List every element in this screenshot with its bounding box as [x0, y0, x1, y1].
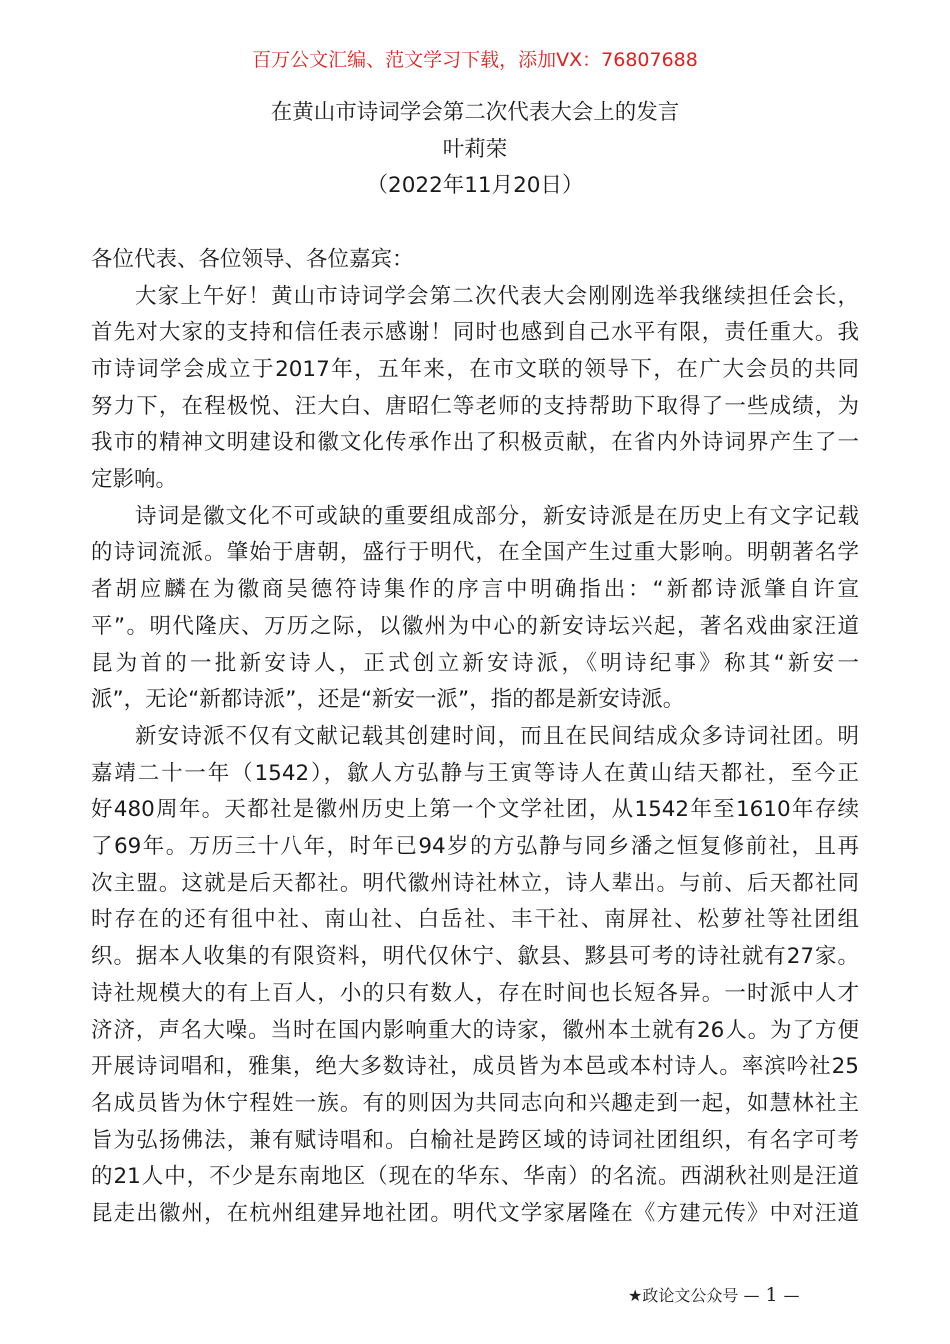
paragraph-line: 定影响。	[91, 467, 178, 493]
paragraphs	[91, 279, 859, 1233]
paragraph-line: 昆走出徽州，在杭州组建异地社团。明代文学家屠隆在《方建元传》中对汪道	[91, 1201, 859, 1227]
paragraph-line: 的诗词流派。肇始于唐朝，盛行于明代，在全国产生过重大影响。明朝著名学	[91, 540, 859, 566]
document-title: 在黄山市诗词学会第二次代表大会上的发言	[270, 100, 680, 125]
document-body	[91, 95, 859, 1233]
paragraph-line: 诗词是徽文化不可或缺的重要组成部分，新安诗派是在历史上有文字记载	[135, 503, 859, 529]
paragraph-line: 嘉靖二十一年（1542），歙人方弘静与王寅等诗人在黄山结天都社，至今正	[91, 760, 859, 786]
paragraph-line: 好480周年。天都社是徽州历史上第一个文学社团，从1542年至1610年存续	[91, 797, 859, 823]
paragraph-line: 织。据本人收集的有限资料，明代仅休宁、歙县、黟县可考的诗社就有27家。	[91, 944, 859, 970]
paragraph-line: 开展诗词唱和，雅集，绝大多数诗社，成员皆为本邑或本村诗人。率滨吟社25	[91, 1054, 859, 1080]
paragraph	[91, 499, 859, 719]
paragraph-line: 诗社规模大的有上百人，小的只有数人，存在时间也长短各异。一时派中人才	[91, 980, 859, 1006]
paragraph-line: 名成员皆为休宁程姓一族。有的则因为共同志向和兴趣走到一起，如慧林社主	[91, 1090, 859, 1116]
paragraph-line: 平”。明代隆庆、万历之际，以徽州为中心的新安诗坛兴起，著名戏曲家汪道	[91, 613, 859, 639]
paragraph-line: 时存在的还有徂中社、南山社、白岳社、丰干社、南屏社、松萝社等社团组	[91, 907, 859, 933]
paragraph-line: 次主盟。这就是后天都社。明代徽州诗社林立，诗人辈出。与前、后天都社同	[91, 870, 859, 896]
watermark-banner: 百万公文汇编、范文学习下载，添加VX：76807688	[252, 49, 698, 71]
paragraph-line: 大家上午好！黄山市诗词学会第二次代表大会刚刚选举我继续担任会长，	[135, 283, 859, 309]
footer-dash: —	[783, 1286, 800, 1305]
document-date: （2022年11月20日）	[366, 173, 584, 199]
paragraph-line: 新安诗派不仅有文献记载其创建时间，而且在民间结成众多诗词社团。明	[135, 723, 859, 749]
document-author: 叶莉荣	[442, 136, 508, 162]
salutation: 各位代表、各位领导、各位嘉宾：	[91, 246, 414, 272]
paragraph-line: 我市的精神文明建设和徽文化传承作出了积极贡献，在省内外诗词界产生了一	[91, 430, 859, 456]
page-number: 1	[765, 1284, 778, 1306]
paragraph-line: 者胡应麟在为徽商吴德符诗集作的序言中明确指出：“新都诗派肇自许宣	[91, 577, 859, 603]
footer-dash: —	[743, 1286, 760, 1305]
paragraph-line: 的21人中，不少是东南地区（现在的华东、华南）的名流。西湖秋社则是汪道	[91, 1164, 859, 1190]
paragraph	[91, 279, 859, 499]
paragraph-line: 市诗词学会成立于2017年，五年来，在市文联的领导下，在广大会员的共同	[91, 356, 859, 382]
paragraph-line: 旨为弘扬佛法，兼有赋诗唱和。白榆社是跨区域的诗词社团组织，有名字可考	[91, 1127, 859, 1153]
paragraph-line: 了69年。万历三十八年，时年已94岁的方弘静与同乡潘之恒复修前社，且再	[91, 834, 859, 860]
paragraph	[91, 719, 859, 1233]
paragraph-line: 派”，无论“新都诗派”，还是“新安一派”，指的都是新安诗派。	[91, 687, 685, 713]
spacer	[91, 205, 859, 242]
paragraph-line: 首先对大家的支持和信任表示感谢！同时也感到自己水平有限，责任重大。我	[91, 320, 859, 346]
paragraph-line: 昆为首的一批新安诗人，正式创立新安诗派，《明诗纪事》称其“新安一	[91, 650, 859, 676]
paragraph-line: 济济，声名大噪。当时在国内影响重大的诗家，徽州本土就有26人。为了方便	[91, 1017, 859, 1043]
page-footer	[628, 1282, 800, 1309]
paragraph-line: 努力下，在程极悦、汪大白、唐昭仁等老师的支持帮助下取得了一些成绩，为	[91, 393, 859, 419]
footer-source: ★政论文公众号	[628, 1286, 739, 1305]
